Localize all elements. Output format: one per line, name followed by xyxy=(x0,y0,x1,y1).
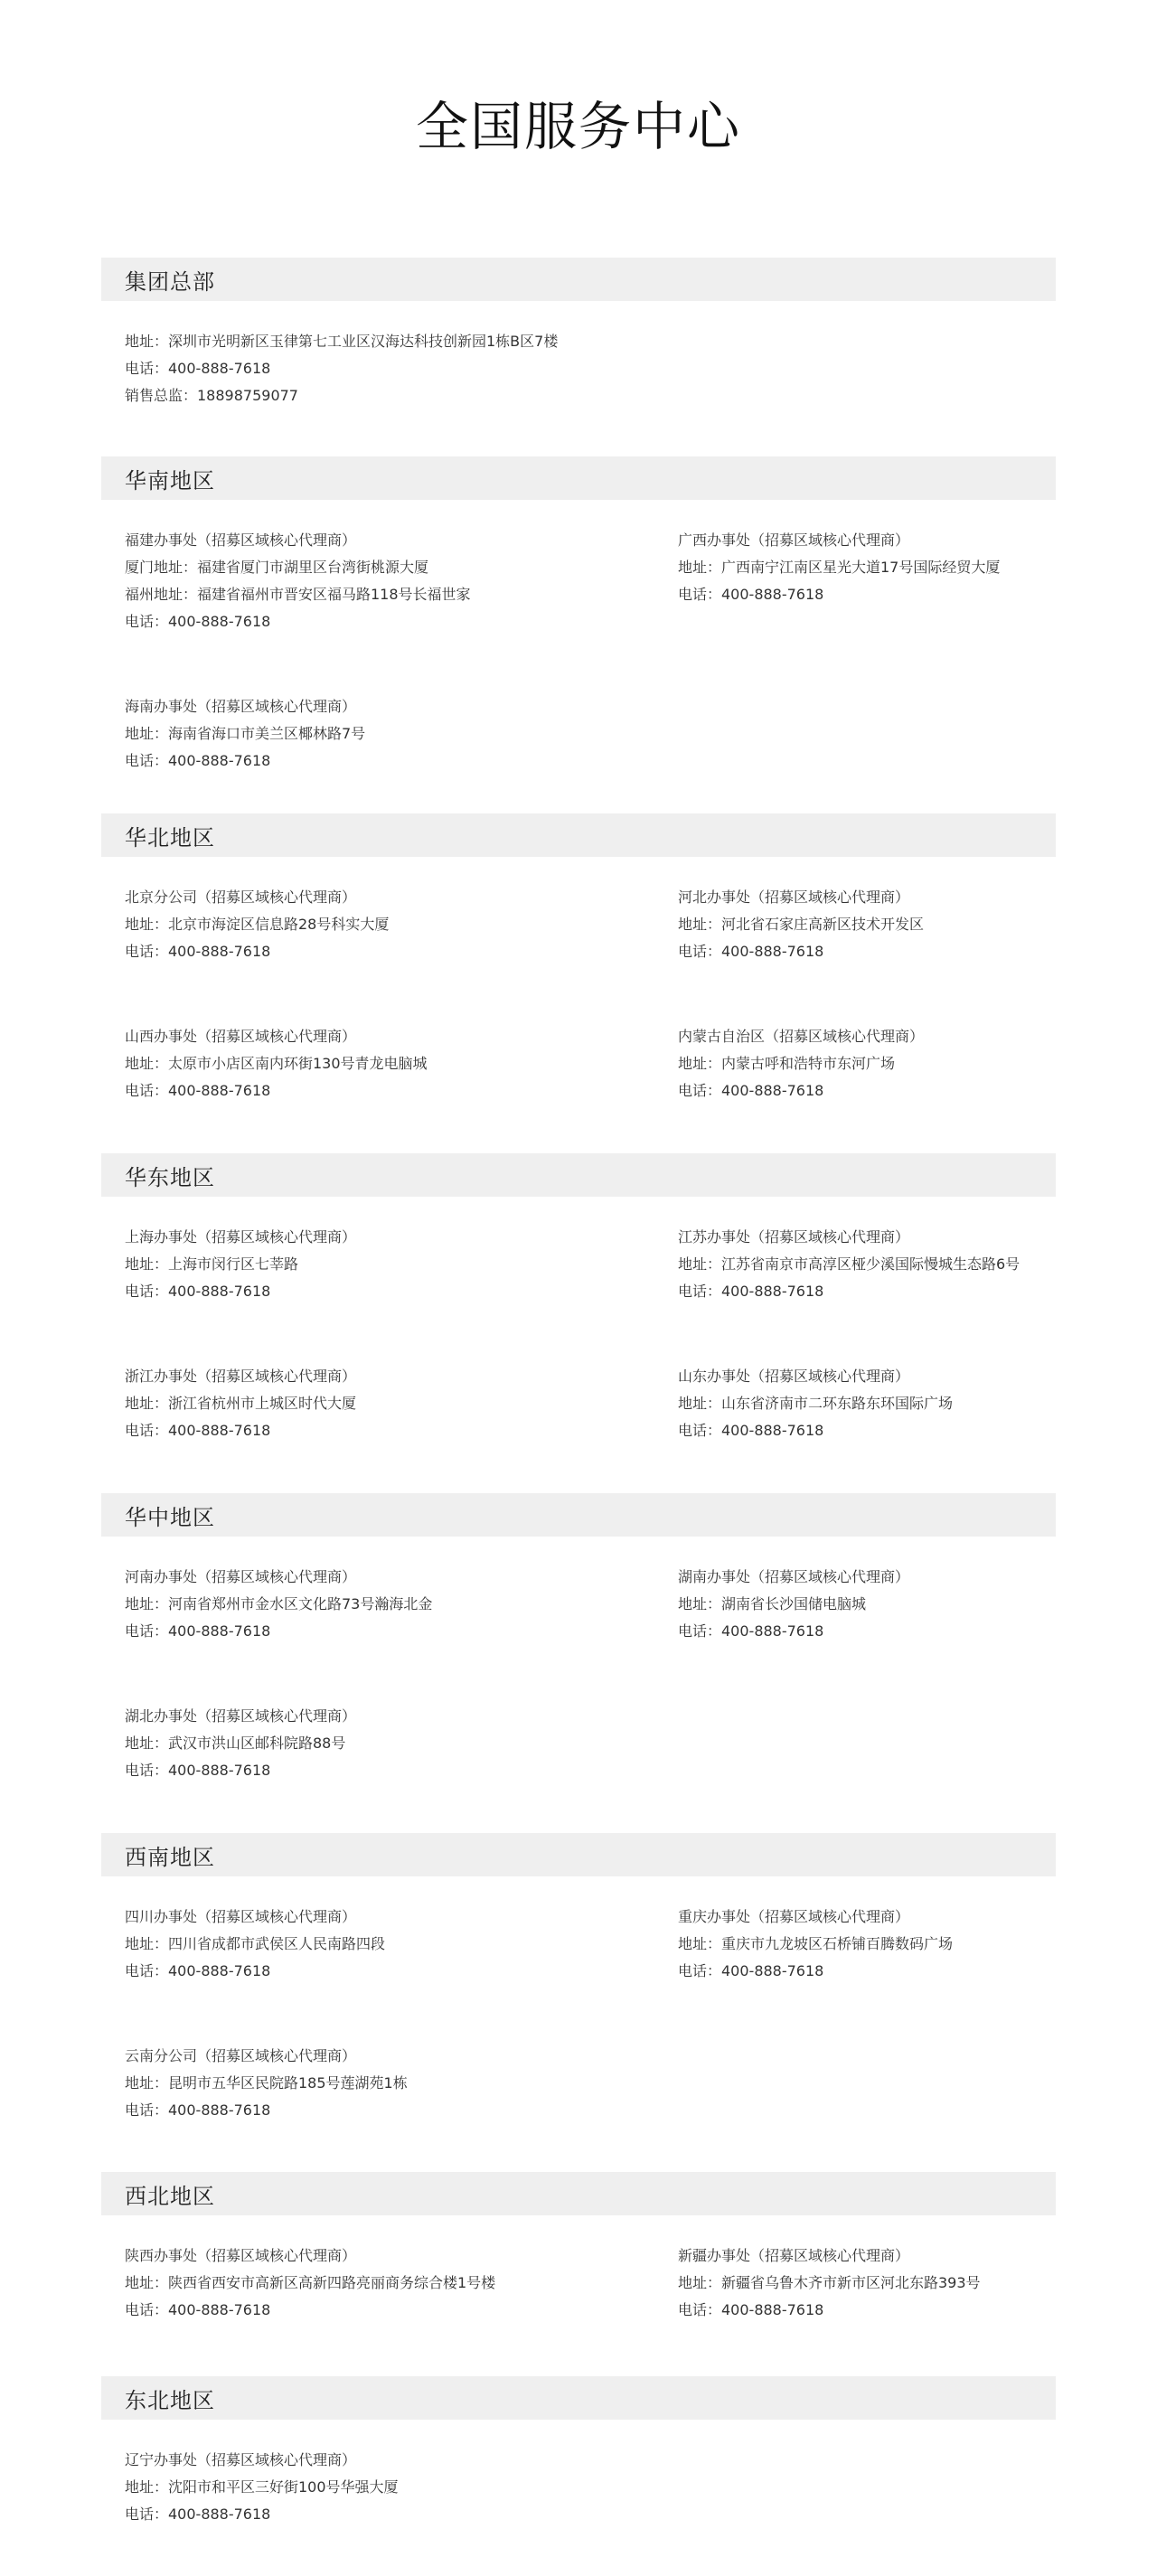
office-address: 地址：武汉市洪山区邮科院路88号 xyxy=(125,1735,346,1752)
office-address: 地址：内蒙古呼和浩特市东河广场 xyxy=(678,1055,896,1072)
office-xinjiang xyxy=(654,2242,1056,2324)
office-name: 江苏办事处（招募区域核心代理商） xyxy=(678,1228,910,1246)
section-northwest-china xyxy=(101,2172,1056,2324)
section-header xyxy=(101,456,1056,500)
section-header xyxy=(101,1833,1056,1876)
office-phone: 电话：400-888-7618 xyxy=(125,1082,271,1099)
office-address: 地址：重庆市九龙坡区石桥铺百腾数码广场 xyxy=(678,1935,954,1952)
office-address: 地址：北京市海淀区信息路28号科实大厦 xyxy=(125,916,390,933)
section-title: 西南地区 xyxy=(125,1844,215,1870)
office-hunan xyxy=(654,1564,1056,1645)
office-name: 四川办事处（招募区域核心代理商） xyxy=(125,1908,357,1925)
section-header xyxy=(101,258,1056,301)
section-header xyxy=(101,1153,1056,1197)
office-address: 地址：沈阳市和平区三好街100号华强大厦 xyxy=(125,2478,399,2496)
office-phone: 电话：400-888-7618 xyxy=(125,1622,271,1640)
office-phone: 电话：400-888-7618 xyxy=(678,1622,824,1640)
office-beijing xyxy=(101,884,654,965)
office-address: 地址：昆明市五华区民院路185号莲湖苑1栋 xyxy=(125,2074,408,2092)
office-name: 福建办事处（招募区域核心代理商） xyxy=(125,531,357,549)
office-phone: 电话：400-888-7618 xyxy=(125,752,271,769)
section-hq xyxy=(101,258,1056,409)
office-name: 河北办事处（招募区域核心代理商） xyxy=(678,888,910,906)
office-hainan xyxy=(101,693,654,775)
section-title: 西北地区 xyxy=(125,2183,215,2209)
page-title: 全国服务中心 xyxy=(415,96,741,157)
office-hubei xyxy=(101,1703,654,1784)
section-title: 华中地区 xyxy=(125,1504,215,1530)
section-title: 华北地区 xyxy=(125,824,215,851)
section-north-china xyxy=(101,813,1056,1105)
office-address: 地址：深圳市光明新区玉律第七工业区汉海达科技创新园1栋B区7楼 xyxy=(125,333,559,350)
section-title: 华南地区 xyxy=(125,467,215,494)
office-phone: 电话：400-888-7618 xyxy=(125,613,271,630)
section-header xyxy=(101,2376,1056,2420)
office-sales-director: 销售总监：18898759077 xyxy=(125,387,298,404)
office-phone: 电话：400-888-7618 xyxy=(678,943,824,960)
office-address: 地址：上海市闵行区七莘路 xyxy=(125,1255,299,1273)
office-name: 辽宁办事处（招募区域核心代理商） xyxy=(125,2451,357,2468)
office-name: 湖北办事处（招募区域核心代理商） xyxy=(125,1707,357,1725)
office-grid xyxy=(101,1876,1056,2124)
office-phone: 电话：400-888-7618 xyxy=(125,1962,271,1979)
office-phone: 电话：400-888-7618 xyxy=(125,2301,271,2318)
office-liaoning xyxy=(101,2447,654,2528)
office-henan xyxy=(101,1564,654,1645)
office-sichuan xyxy=(101,1904,654,1985)
office-name: 湖南办事处（招募区域核心代理商） xyxy=(678,1568,910,1585)
office-chongqing xyxy=(654,1904,1056,1985)
office-grid xyxy=(101,1197,1056,1444)
section-southwest-china xyxy=(101,1833,1056,2124)
office-name: 海南办事处（招募区域核心代理商） xyxy=(125,698,357,715)
office-address: 地址：河南省郑州市金水区文化路73号瀚海北金 xyxy=(125,1595,433,1612)
office-name: 上海办事处（招募区域核心代理商） xyxy=(125,1228,357,1246)
office-zhejiang xyxy=(101,1363,654,1444)
office-address: 地址：山东省济南市二环东路东环国际广场 xyxy=(678,1395,954,1412)
office-inner-mongolia xyxy=(654,1023,1056,1105)
office-address: 地址：江苏省南京市高淳区桠少溪国际慢城生态路6号 xyxy=(678,1255,1021,1273)
section-east-china xyxy=(101,1153,1056,1444)
office-grid xyxy=(101,2420,1056,2528)
section-header xyxy=(101,1493,1056,1537)
office-hebei xyxy=(654,884,1056,965)
office-phone: 电话：400-888-7618 xyxy=(125,2505,271,2523)
office-yunnan xyxy=(101,2043,654,2124)
office-phone: 电话：400-888-7618 xyxy=(125,1422,271,1439)
section-header xyxy=(101,813,1056,857)
office-name: 新疆办事处（招募区域核心代理商） xyxy=(678,2247,910,2264)
office-grid xyxy=(101,1537,1056,1784)
office-address: 地址：海南省海口市美兰区椰林路7号 xyxy=(125,725,366,742)
office-address: 地址：太原市小店区南内环街130号青龙电脑城 xyxy=(125,1055,428,1072)
office-address: 地址：浙江省杭州市上城区时代大厦 xyxy=(125,1395,357,1412)
office-name: 山东办事处（招募区域核心代理商） xyxy=(678,1368,910,1385)
office-jiangsu xyxy=(654,1224,1056,1305)
office-name: 重庆办事处（招募区域核心代理商） xyxy=(678,1908,910,1925)
office-phone: 电话：400-888-7618 xyxy=(678,1082,824,1099)
section-south-china xyxy=(101,456,1056,775)
office-phone: 电话：400-888-7618 xyxy=(125,360,271,377)
office-shanxi xyxy=(101,1023,654,1105)
office-address: 地址：陕西省西安市高新区高新四路亮丽商务综合楼1号楼 xyxy=(125,2274,496,2291)
office-name: 内蒙古自治区（招募区域核心代理商） xyxy=(678,1028,925,1045)
office-grid xyxy=(101,857,1056,1105)
office-name: 浙江办事处（招募区域核心代理商） xyxy=(125,1368,357,1385)
office-phone: 电话：400-888-7618 xyxy=(678,586,824,603)
office-phone: 电话：400-888-7618 xyxy=(678,2301,824,2318)
office-name: 北京分公司（招募区域核心代理商） xyxy=(125,888,357,906)
office-phone: 电话：400-888-7618 xyxy=(125,1283,271,1300)
section-header xyxy=(101,2172,1056,2215)
office-phone: 电话：400-888-7618 xyxy=(678,1422,824,1439)
office-grid xyxy=(101,500,1056,775)
office-name: 山西办事处（招募区域核心代理商） xyxy=(125,1028,357,1045)
office-name: 河南办事处（招募区域核心代理商） xyxy=(125,1568,357,1585)
office-phone: 电话：400-888-7618 xyxy=(125,2101,271,2119)
section-northeast-china xyxy=(101,2376,1056,2528)
office-address: 福州地址：福建省福州市晋安区福马路118号长福世家 xyxy=(125,586,471,603)
office-address: 地址：湖南省长沙国储电脑城 xyxy=(678,1595,867,1612)
section-title: 集团总部 xyxy=(125,268,215,295)
office-address: 厦门地址：福建省厦门市湖里区台湾街桃源大厦 xyxy=(125,559,429,576)
office-name: 陕西办事处（招募区域核心代理商） xyxy=(125,2247,357,2264)
office-shandong xyxy=(654,1363,1056,1444)
section-title: 东北地区 xyxy=(125,2387,215,2413)
office-address: 地址：四川省成都市武侯区人民南路四段 xyxy=(125,1935,386,1952)
office-address: 地址：河北省石家庄高新区技术开发区 xyxy=(678,916,925,933)
office-phone: 电话：400-888-7618 xyxy=(678,1962,824,1979)
office-phone: 电话：400-888-7618 xyxy=(125,1762,271,1779)
office-grid xyxy=(101,2215,1056,2324)
office-name: 云南分公司（招募区域核心代理商） xyxy=(125,2047,357,2064)
section-central-china xyxy=(101,1493,1056,1784)
office-shanghai xyxy=(101,1224,654,1305)
office-address: 地址：广西南宁江南区星光大道17号国际经贸大厦 xyxy=(678,559,1001,576)
office-address: 地址：新疆省乌鲁木齐市新市区河北东路393号 xyxy=(678,2274,981,2291)
office-shaanxi xyxy=(101,2242,654,2324)
office-phone: 电话：400-888-7618 xyxy=(678,1283,824,1300)
office-phone: 电话：400-888-7618 xyxy=(125,943,271,960)
office-hq xyxy=(101,301,1056,409)
office-fujian xyxy=(101,527,654,635)
office-guangxi xyxy=(654,527,1056,635)
office-name: 广西办事处（招募区域核心代理商） xyxy=(678,531,910,549)
section-title: 华东地区 xyxy=(125,1164,215,1190)
